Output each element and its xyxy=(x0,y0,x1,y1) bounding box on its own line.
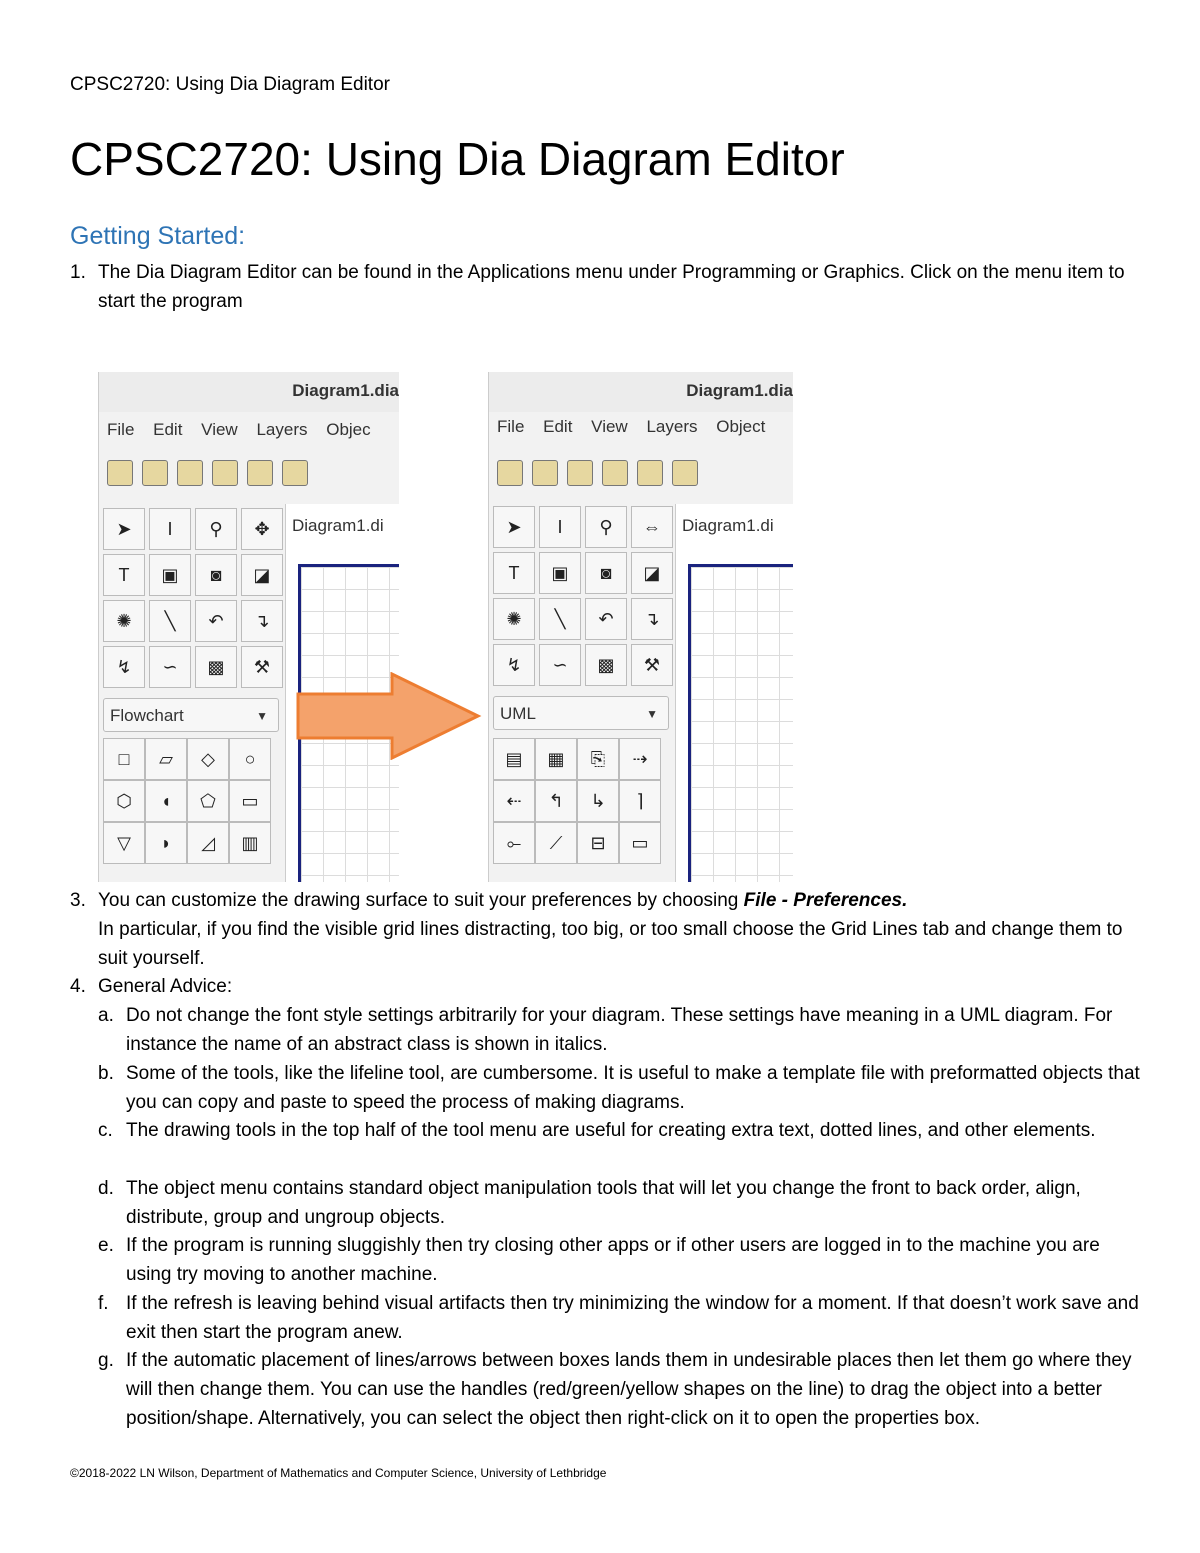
print-icon[interactable] xyxy=(282,460,308,486)
flowchart-parallelogram-icon[interactable]: ▱ xyxy=(145,738,187,780)
diagram-canvas[interactable] xyxy=(675,504,793,882)
flowchart-manual-input-icon[interactable]: ◿ xyxy=(187,822,229,864)
pointer-tool-icon[interactable]: ➤ xyxy=(493,506,535,548)
polyline-tool-icon[interactable]: ↯ xyxy=(103,646,145,688)
menu-view[interactable]: View xyxy=(201,420,238,439)
footer: ©2018-2022 LN Wilson, Department of Mathematics and Computer Science, University of Lethbridge xyxy=(70,1466,607,1480)
bezier-tool-icon[interactable]: ∽ xyxy=(149,646,191,688)
menu-edit[interactable]: Edit xyxy=(543,417,573,436)
advice-item-g xyxy=(98,1346,1148,1433)
text-edit-tool-icon[interactable]: I xyxy=(539,506,581,548)
flowchart-delay-icon[interactable]: ◗ xyxy=(145,822,187,864)
advice-text: The drawing tools in the top half of the tool menu are useful for creating extra text, dotted lines, and other elements. xyxy=(126,1120,1096,1141)
page-title: CPSC2720: Using Dia Diagram Editor xyxy=(70,133,845,185)
menu-layers[interactable]: Layers xyxy=(256,420,308,439)
uml-note-icon[interactable]: ⎘ xyxy=(577,738,619,780)
advice-item-b xyxy=(98,1059,1148,1117)
flowchart-storage-icon[interactable]: ◖ xyxy=(145,780,187,822)
list-number: 4. xyxy=(70,976,86,997)
list-text-detail: In particular, if you find the visible grid lines distracting, too big, or too small choose the Grid Lines tab and change them to suit yourself. xyxy=(98,919,1123,969)
menu-layers[interactable]: Layers xyxy=(646,417,698,436)
new-icon[interactable] xyxy=(497,460,523,486)
window-title: Diagram1.dia xyxy=(686,381,793,400)
advice-text: Do not change the font style settings arbitrarily for your diagram. These settings have meaning in a UML diagram. For instance the name of an abstract class is shown in italics. xyxy=(126,1005,1113,1055)
uml-association-icon[interactable]: ↳ xyxy=(577,780,619,822)
menu-file[interactable]: File xyxy=(107,420,135,439)
menu-view[interactable]: View xyxy=(591,417,628,436)
export-icon[interactable] xyxy=(637,460,663,486)
flowchart-process-icon[interactable]: ▥ xyxy=(229,822,271,864)
drawing-grid xyxy=(688,564,793,882)
diagram-tab[interactable]: Diagram1.di xyxy=(682,516,774,535)
advice-letter: b. xyxy=(98,1063,114,1084)
open-icon[interactable] xyxy=(142,460,168,486)
new-icon[interactable] xyxy=(107,460,133,486)
polyline-tool-icon[interactable]: ↯ xyxy=(493,644,535,686)
flowchart-diamond-icon[interactable]: ◇ xyxy=(187,738,229,780)
menu-file[interactable]: File xyxy=(497,417,525,436)
polygon-tool-icon[interactable]: ◪ xyxy=(241,554,283,596)
advice-letter: f. xyxy=(98,1293,109,1314)
list-number: 3. xyxy=(70,890,86,911)
box-tool-icon[interactable]: ▣ xyxy=(539,552,581,594)
scroll-tool-icon[interactable]: ✥ xyxy=(241,508,283,550)
window-title: Diagram1.dia xyxy=(292,381,399,400)
image-tool-icon[interactable]: ▩ xyxy=(195,646,237,688)
uml-template-class-icon[interactable]: ▦ xyxy=(535,738,577,780)
chevron-down-icon: ▼ xyxy=(256,709,268,723)
advice-item-a xyxy=(98,1001,1148,1059)
box-tool-icon[interactable]: ▣ xyxy=(149,554,191,596)
save-icon[interactable] xyxy=(177,460,203,486)
list-text: General Advice: xyxy=(98,976,233,997)
polygon-tool-icon[interactable]: ◪ xyxy=(631,552,673,594)
advice-text: If the refresh is leaving behind visual artifacts then try minimizing the window for a moment. If that doesn’t work save and exit then start the program anew. xyxy=(126,1293,1139,1343)
list-text: The Dia Diagram Editor can be found in the Applications menu under Programming or Graphics. Click on the menu item to start the program xyxy=(98,262,1125,312)
save-icon[interactable] xyxy=(567,460,593,486)
advice-letter: c. xyxy=(98,1120,113,1141)
list-number: 1. xyxy=(70,262,86,283)
toolbar xyxy=(107,460,317,486)
menu-bar xyxy=(497,417,779,437)
save-as-icon[interactable] xyxy=(602,460,628,486)
open-icon[interactable] xyxy=(532,460,558,486)
screenshot-uml xyxy=(488,372,793,882)
uml-constraint-icon[interactable]: ⟜ xyxy=(493,822,535,864)
flowchart-box-icon[interactable]: □ xyxy=(103,738,145,780)
advice-item-e xyxy=(98,1231,1148,1289)
screenshot-flowchart xyxy=(98,372,399,882)
flowchart-preparation-icon[interactable]: ⬡ xyxy=(103,780,145,822)
menu-bar xyxy=(107,420,385,440)
uml-folder-icon[interactable]: ▭ xyxy=(619,822,661,864)
menu-object[interactable]: Objec xyxy=(326,420,371,439)
list-item-1 xyxy=(70,258,1150,316)
text-tool-icon[interactable]: T xyxy=(103,554,145,596)
uml-large-package-icon[interactable]: ⊟ xyxy=(577,822,619,864)
uml-small-package-icon[interactable]: ⟋ xyxy=(535,822,577,864)
section-heading: Getting Started: xyxy=(70,222,246,250)
advice-letter: g. xyxy=(98,1350,114,1371)
advice-letter: d. xyxy=(98,1178,114,1199)
list-item-3 xyxy=(70,886,1150,973)
sheet-selector-value: UML xyxy=(500,704,536,723)
arc-tool-icon[interactable]: ↶ xyxy=(585,598,627,640)
beziergon-tool-icon[interactable]: ✺ xyxy=(103,600,145,642)
ellipse-tool-icon[interactable]: ◙ xyxy=(585,552,627,594)
flowchart-ellipse-icon[interactable]: ○ xyxy=(229,738,271,780)
export-icon[interactable] xyxy=(247,460,273,486)
sheet-selector-value: Flowchart xyxy=(110,706,184,725)
scroll-tool-icon[interactable]: ⇔ xyxy=(631,506,673,548)
title-bar xyxy=(99,372,399,412)
uml-realizes-icon[interactable]: ⇠ xyxy=(493,780,535,822)
zoom-tool-icon[interactable]: ⚲ xyxy=(585,506,627,548)
line-tool-icon[interactable]: ╲ xyxy=(539,598,581,640)
menu-object[interactable]: Object xyxy=(716,417,766,436)
advice-letter: a. xyxy=(98,1005,114,1026)
list-text xyxy=(98,886,1150,973)
text-edit-tool-icon[interactable]: I xyxy=(149,508,191,550)
advice-letter: e. xyxy=(98,1235,114,1256)
running-header: CPSC2720: Using Dia Diagram Editor xyxy=(70,74,390,95)
text-tool-icon[interactable]: T xyxy=(493,552,535,594)
flowchart-manual-op-icon[interactable]: ▽ xyxy=(103,822,145,864)
title-bar xyxy=(489,372,793,412)
arc-tool-icon[interactable]: ↶ xyxy=(195,600,237,642)
uml-generalization-icon[interactable]: ↰ xyxy=(535,780,577,822)
zigzag-tool-icon[interactable]: ↴ xyxy=(631,598,673,640)
menu-edit[interactable]: Edit xyxy=(153,420,183,439)
ellipse-tool-icon[interactable]: ◙ xyxy=(195,554,237,596)
toolbar xyxy=(497,460,707,486)
bezier-tool-icon[interactable]: ∽ xyxy=(539,644,581,686)
advice-item-f xyxy=(98,1289,1148,1347)
save-as-icon[interactable] xyxy=(212,460,238,486)
outline-tool-icon[interactable]: ⚒ xyxy=(631,644,673,686)
advice-item-d xyxy=(98,1174,1148,1232)
pointer-tool-icon[interactable]: ➤ xyxy=(103,508,145,550)
zoom-tool-icon[interactable]: ⚲ xyxy=(195,508,237,550)
outline-tool-icon[interactable]: ⚒ xyxy=(241,646,283,688)
arrow-right-icon xyxy=(296,672,482,760)
chevron-down-icon: ▼ xyxy=(646,707,658,721)
print-icon[interactable] xyxy=(672,460,698,486)
menu-path: File - Preferences. xyxy=(743,890,908,911)
sheet-selector[interactable] xyxy=(103,698,279,732)
image-tool-icon[interactable]: ▩ xyxy=(585,644,627,686)
advice-text: If the automatic placement of lines/arrows between boxes lands them in undesirable places then let them go where they will then change them. You can use the handles (red/green/yellow shapes on the line) to drag the object into a better position/shape. Alternatively, you can select the object then right-click on it to open the properties box. xyxy=(126,1350,1132,1429)
uml-dependency-icon[interactable]: ⇢ xyxy=(619,738,661,780)
advice-item-c xyxy=(98,1116,1148,1145)
line-tool-icon[interactable]: ╲ xyxy=(149,600,191,642)
advice-text: The object menu contains standard object manipulation tools that will let you change the front to back order, align, distribute, group and ungroup objects. xyxy=(126,1178,1081,1228)
flowchart-offpage-icon[interactable]: ⬠ xyxy=(187,780,229,822)
list-item-4 xyxy=(70,972,1150,1001)
advice-text: If the program is running sluggishly then try closing other apps or if other users are logged in to the machine you are using try moving to another machine. xyxy=(126,1235,1100,1285)
sheet-selector[interactable] xyxy=(493,696,669,730)
advice-text: Some of the tools, like the lifeline tool, are cumbersome. It is useful to make a template file with preformatted objects that you can copy and paste to speed the process of making diagrams. xyxy=(126,1063,1140,1113)
beziergon-tool-icon[interactable]: ✺ xyxy=(493,598,535,640)
uml-class-icon[interactable]: ▤ xyxy=(493,738,535,780)
diagram-tab[interactable]: Diagram1.di xyxy=(292,516,384,535)
flowchart-document-icon[interactable]: ▭ xyxy=(229,780,271,822)
zigzag-tool-icon[interactable]: ↴ xyxy=(241,600,283,642)
uml-implements-icon[interactable]: ⌉ xyxy=(619,780,661,822)
list-text-lead: You can customize the drawing surface to suit your preferences by choosing xyxy=(98,890,744,911)
